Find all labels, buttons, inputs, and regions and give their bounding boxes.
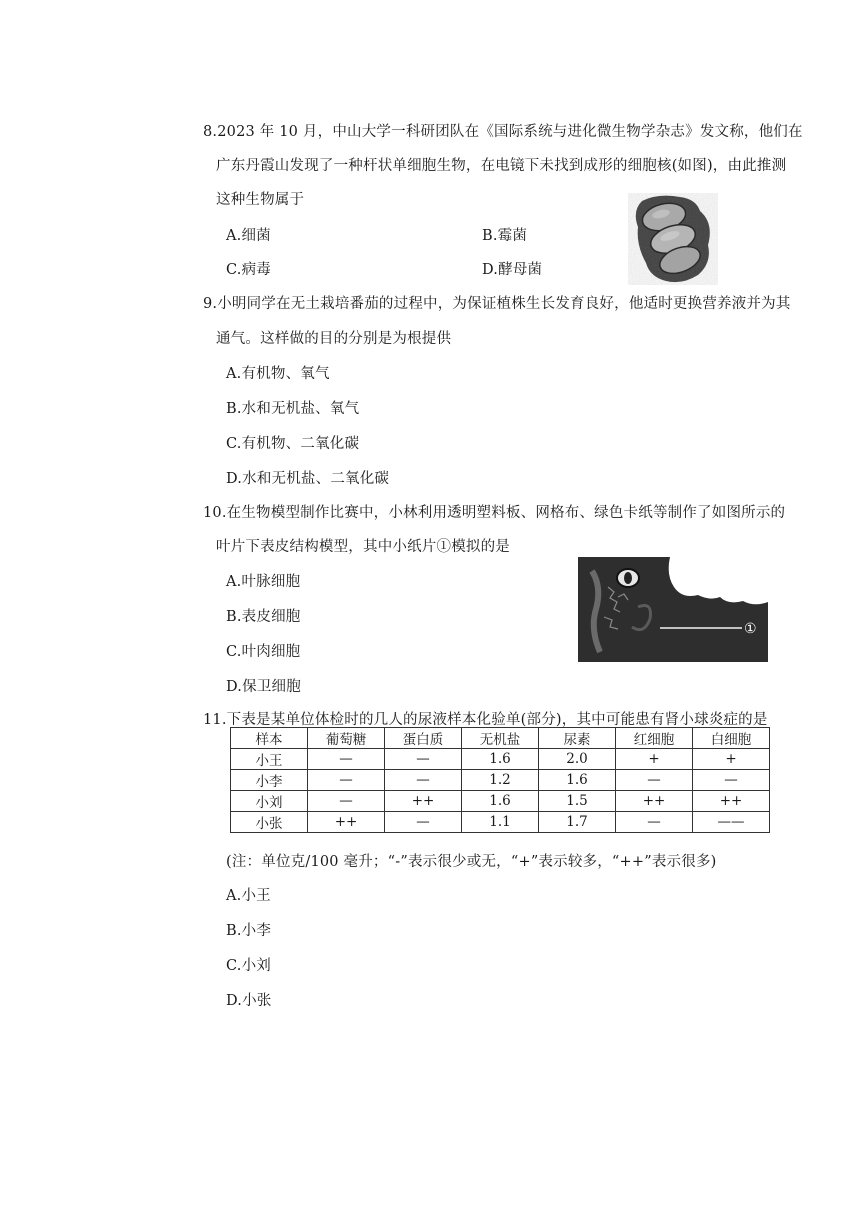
q11-option-d[interactable]: D.小张 [226,993,272,1009]
table-cell: 1.5 [539,791,616,812]
table-cell: — [616,812,693,833]
table-cell: — [385,770,462,791]
q9-option-a[interactable]: A.有机物、氧气 [226,366,330,382]
bacterium-micrograph-image [628,193,718,285]
table-cell: — [308,770,385,791]
table-header: 葡萄糖 [308,728,385,749]
q8-option-c[interactable]: C.病毒 [226,262,271,278]
q10-stem-line2: 叶片下表皮结构模型，其中小纸片①模拟的是 [216,539,510,555]
table-row [231,791,770,812]
table-header-row [231,728,770,749]
table-cell: — [308,791,385,812]
table-header: 无机盐 [462,728,539,749]
leaf-epidermis-model-image [578,557,768,662]
q10-stem-line1: 10.在生物模型制作比赛中，小林利用透明塑料板、网格布、绿色卡纸等制作了如图所示的 [203,505,786,521]
q8-stem-line1: 8.2023 年 10 月，中山大学一科研团队在《国际系统与进化微生物学杂志》发文称，他们在 [203,124,803,140]
table-row [231,749,770,770]
table-cell: + [616,749,693,770]
q11-option-b[interactable]: B.小李 [226,923,272,939]
marker-1-label: ① [744,621,757,637]
q9-stem-line1: 9.小明同学在无土栽培番茄的过程中，为保证植株生长发育良好，他适时更换营养液并为其 [203,296,791,312]
urine-test-table [230,727,770,833]
table-cell: ++ [308,812,385,833]
table-row [231,770,770,791]
table-cell: — [693,770,770,791]
table-cell: 小张 [231,812,308,833]
table-cell: 小刘 [231,791,308,812]
table-cell: 1.6 [462,791,539,812]
q10-option-c[interactable]: C.叶肉细胞 [226,644,301,660]
table-cell: —— [693,812,770,833]
q11-stem-line1: 11.下表是某单位体检时的几人的尿液样本化验单(部分)，其中可能患有肾小球炎症的是 [203,712,768,728]
table-cell: — [308,749,385,770]
table-cell: — [616,770,693,791]
q11-option-a[interactable]: A.小王 [226,888,271,904]
q9-option-b[interactable]: B.水和无机盐、氧气 [226,401,360,417]
table-cell: ++ [616,791,693,812]
table-cell: 2.0 [539,749,616,770]
q10-option-b[interactable]: B.表皮细胞 [226,609,301,625]
table-header: 白细胞 [693,728,770,749]
q9-option-d[interactable]: D.水和无机盐、二氧化碳 [226,471,390,487]
q8-option-a[interactable]: A.细菌 [226,228,271,244]
q9-option-c[interactable]: C.有机物、二氧化碳 [226,436,360,452]
table-cell: 小李 [231,770,308,791]
table-header: 红细胞 [616,728,693,749]
q9-stem-line2: 通气。这样做的目的分别是为根提供 [216,331,452,347]
table-cell: 小王 [231,749,308,770]
q10-option-d[interactable]: D.保卫细胞 [226,679,301,695]
q8-option-b[interactable]: B.霉菌 [482,228,528,244]
table-cell: ++ [693,791,770,812]
q11-option-c[interactable]: C.小刘 [226,958,271,974]
table-cell: — [385,749,462,770]
table-cell: 1.1 [462,812,539,833]
q8-stem-line2: 广东丹霞山发现了一种杆状单细胞生物，在电镜下未找到成形的细胞核(如图)，由此推测 [216,158,787,174]
q8-option-d[interactable]: D.酵母菌 [482,262,543,278]
table-cell: ++ [385,791,462,812]
table-header: 蛋白质 [385,728,462,749]
q8-stem-line3: 这种生物属于 [216,192,305,208]
table-cell: — [385,812,462,833]
table-header: 样本 [231,728,308,749]
table-row [231,812,770,833]
table-header: 尿素 [539,728,616,749]
table-cell: 1.2 [462,770,539,791]
table-cell: 1.7 [539,812,616,833]
table-cell: 1.6 [539,770,616,791]
table-cell: + [693,749,770,770]
table-cell: 1.6 [462,749,539,770]
q11-table-note: (注：单位克/100 毫升；“-”表示很少或无，“+”表示较多，“++”表示很多) [226,854,717,870]
q10-option-a[interactable]: A.叶脉细胞 [226,574,301,590]
